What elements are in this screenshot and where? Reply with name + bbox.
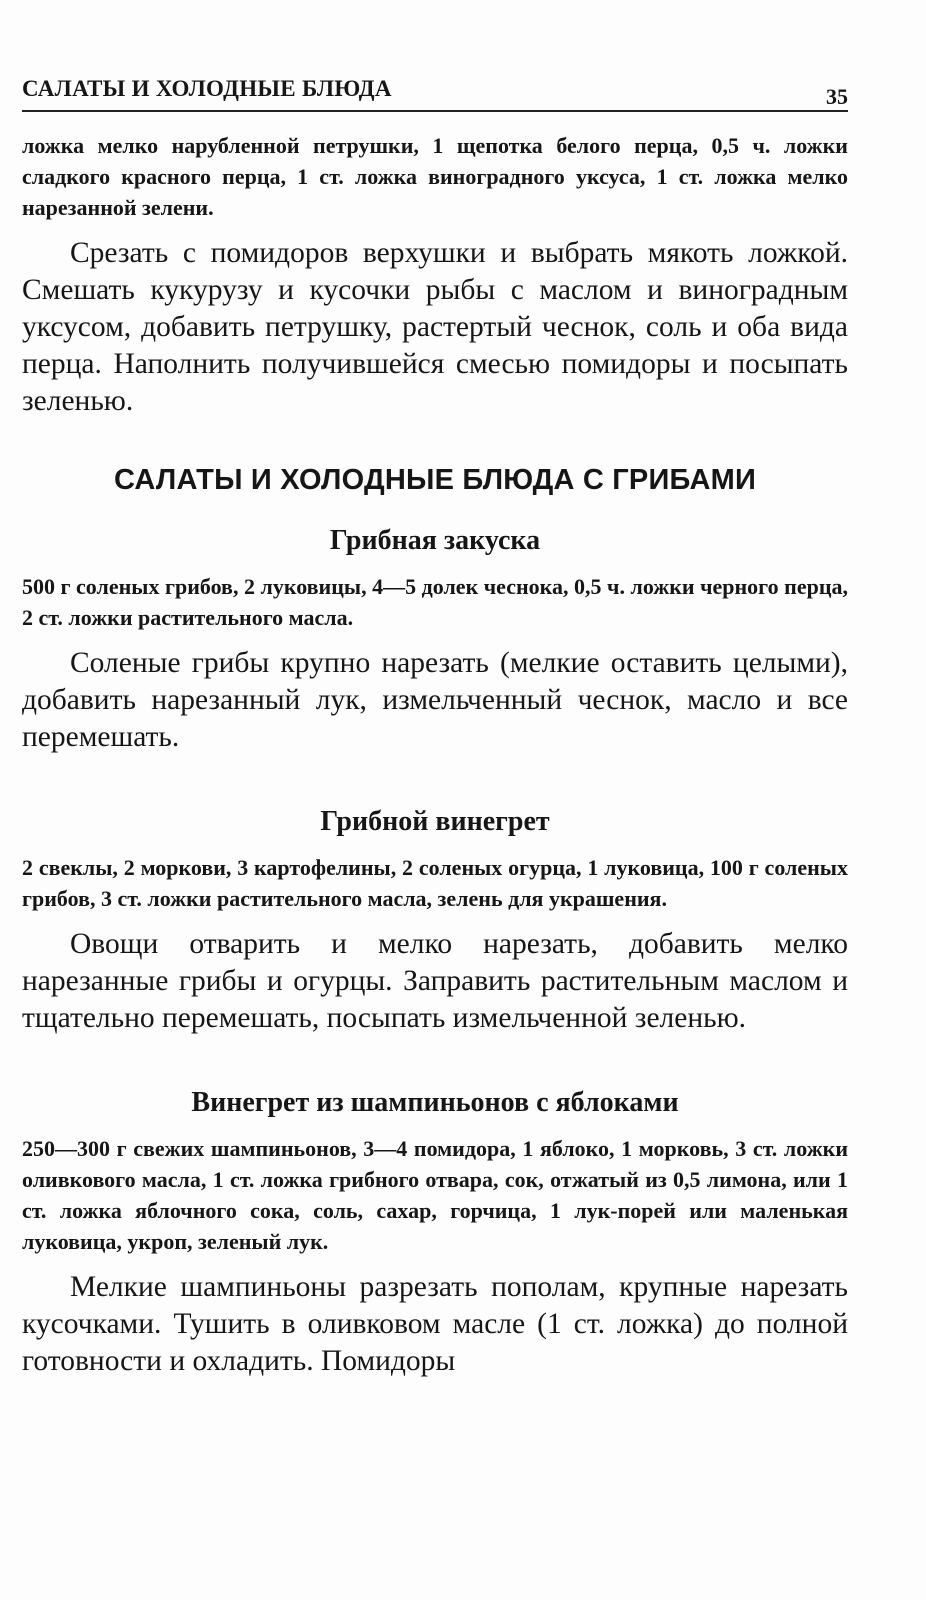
recipe-method: Мелкие шампиньоны разрезать пополам, крупные нарезать кусочками. Тушить в оливковом масле (1 ст. ложка) до полной готовности и охладить. Помидоры <box>22 1271 848 1377</box>
running-header <box>22 70 848 112</box>
intro-ingredients: ложка мелко нарубленной петрушки, 1 щепотка белого перца, 0,5 ч. ложки сладкого красного перца, 1 ст. ложка виноградного уксуса, 1 ст. ложка мелко нарезанной зелени. <box>22 133 848 220</box>
recipe-method: Овощи отварить и мелко нарезать, добавить мелко нарезанные грибы и огурцы. Заправить растительным маслом и тщательно перемешать, посыпать измельченной зеленью. <box>22 928 848 1034</box>
recipe-ingredients: 500 г соленых грибов, 2 луковицы, 4—5 долек чеснока, 0,5 ч. ложки черного перца, 2 ст. ложки растительного масла. <box>22 574 848 630</box>
section-heading: САЛАТЫ И ХОЛОДНЫЕ БЛЮДА С ГРИБАМИ <box>114 464 756 496</box>
recipe-title: Грибной винегрет <box>320 806 550 837</box>
recipe-method: Соленые грибы крупно нарезать (мелкие оставить целыми), добавить нарезанный лук, измельченный чеснок, масло и все перемешать. <box>22 647 848 753</box>
recipe-title: Грибная закуска <box>329 525 541 556</box>
recipe-ingredients: 2 свеклы, 2 моркови, 3 картофелины, 2 соленых огурца, 1 луковица, 100 г соленых грибов, 3 ст. ложки растительного масла, зелень для украшения. <box>22 855 848 911</box>
page-content <box>22 70 848 1380</box>
intro-method: Срезать с помидоров верхушки и выбрать мякоть ложкой. Смешать кукурузу и кусочки рыбы с маслом и виноградным уксусом, добавить петрушку, растертый чеснок, соль и оба вида перца. Наполнить получившейся смесью помидоры и посыпать зеленью. <box>22 237 848 417</box>
recipe-ingredients: 250—300 г свежих шампиньонов, 3—4 помидора, 1 яблоко, 1 морковь, 3 ст. ложки оливкового масла, 1 ст. ложка грибного отвара, сок, отжатый из 0,5 лимона, или 1 ст. ложка яблочного сока, соль, сахар, горчица, 1 лук-порей или маленькая луковица, укроп, зеленый лук. <box>22 1136 848 1254</box>
page-number: 35 <box>826 84 848 109</box>
recipe-title: Винегрет из шампиньонов с яблоками <box>191 1087 679 1118</box>
running-title: САЛАТЫ И ХОЛОДНЫЕ БЛЮДА <box>22 76 392 101</box>
